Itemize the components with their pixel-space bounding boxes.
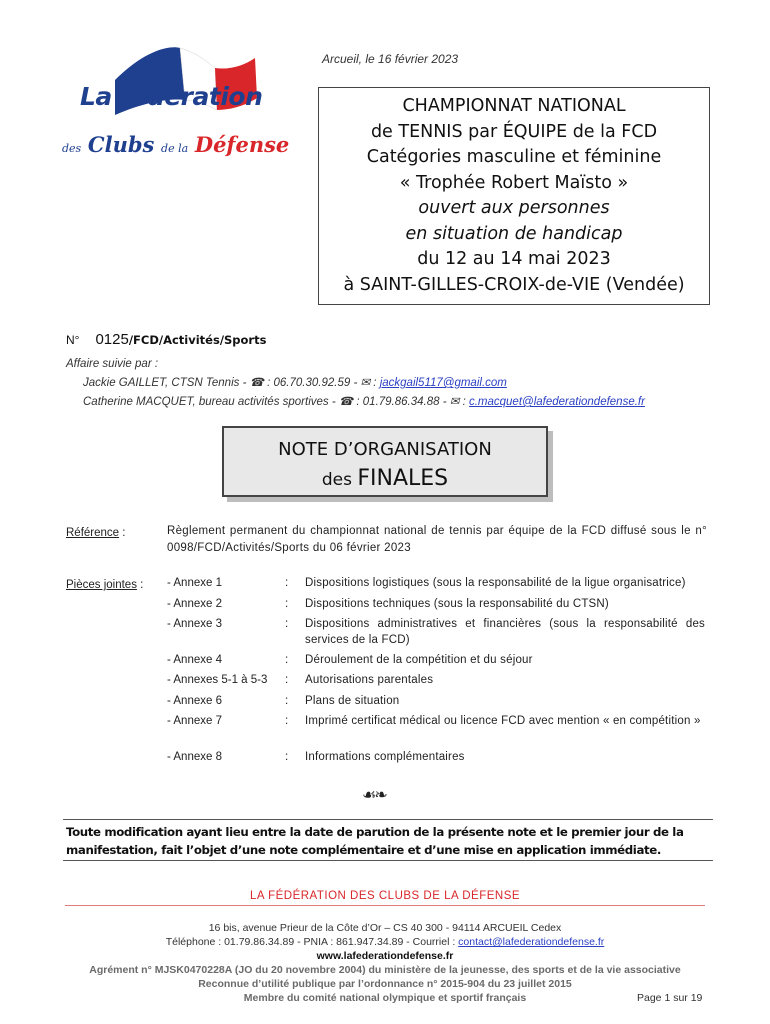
footer-website[interactable]: www.lafederationdefense.fr (316, 950, 454, 962)
footer-address: 16 bis, avenue Prieur de la Côte d’Or – CS 40 300 - 94114 ARCUEIL Cedex (208, 922, 562, 934)
federation-logo (55, 40, 290, 170)
contact-email-link[interactable]: jackgail5117@gmail.com (379, 377, 507, 389)
contact-line: Catherine MACQUET, bureau activités sportives - ☎ : 01.79.86.34.88 - ✉ : c.macquet@lafederationdefense.fr (83, 396, 645, 408)
title-line: « Trophée Robert Maïsto » (399, 172, 629, 193)
ornament-icon: ☙❧ (362, 787, 386, 804)
note-number-value: 0125 (95, 331, 129, 348)
footer-contact: Téléphone : 01.79.86.34.89 - PNIA : 861.947.34.89 - Courriel : contact@lafederationdefense.fr (165, 936, 605, 948)
footer-utilite: Reconnue d’utilité publique par l’ordonnance n° 2015-904 du 23 juillet 2015 (198, 978, 572, 990)
logo-subline: des Clubs de la Défense (62, 132, 290, 157)
championship-title-box (318, 87, 710, 305)
contact-line: Jackie GAILLET, CTSN Tennis - ☎ : 06.70.30.92.59 - ✉ : jackgail5117@gmail.com (83, 377, 507, 389)
attachments-label: Pièces jointes : (66, 579, 144, 591)
document-date: Arcueil, le 16 février 2023 (322, 52, 459, 66)
note-title-box (222, 426, 548, 497)
title-line: de TENNIS par ÉQUIPE de la FCD (370, 121, 658, 142)
footer-agrement: Agrément n° MJSK0470228A (JO du 20 novembre 2004) du ministère de la jeunesse, des sports et de la vie associative (89, 964, 681, 976)
note-number (66, 331, 266, 348)
page-number: Page 1 sur 19 (637, 992, 703, 1004)
footer-divider (65, 905, 705, 906)
title-line: Catégories masculine et féminine (366, 147, 662, 167)
reference-text: Règlement permanent du championnat national de tennis par équipe de la FCD diffusé sous le n° 0098/FCD/Activités/Sports du 06 février 2023 (167, 525, 707, 554)
note-number-label: N° (66, 333, 80, 347)
title-line: CHAMPIONNAT NATIONAL (402, 96, 626, 116)
reference-label: Référence : (66, 527, 126, 539)
note-title-line: des FINALES (321, 466, 449, 491)
note-title-line: NOTE D’ORGANISATION (278, 439, 492, 460)
modification-notice-text: Toute modification ayant lieu entre la date de parution de la présente note et le premier jour de la manifestation, fait l’objet d’une note complémentaire et d’une mise en application immédiate. (66, 825, 684, 857)
title-line: ouvert aux personnes (418, 198, 610, 218)
title-line: à SAINT-GILLES-CROIX-de-VIE (Vendée) (343, 274, 685, 295)
footer-organization: LA FÉDÉRATION DES CLUBS DE LA DÉFENSE (249, 890, 521, 902)
title-line: du 12 au 14 mai 2023 (417, 249, 611, 269)
contact-block (66, 355, 645, 412)
contact-email-link[interactable]: c.macquet@lafederationdefense.fr (468, 396, 645, 408)
modification-notice (63, 819, 713, 861)
title-line: en situation de handicap (405, 223, 623, 244)
contact-label: Affaire suivie par : (66, 358, 159, 370)
footer-email-link[interactable]: contact@lafederationdefense.fr (458, 936, 605, 948)
logo-wordmark: La fédération (80, 82, 263, 111)
note-number-path: /FCD/Activités/Sports (128, 333, 267, 347)
footer-membre: Membre du comité national olympique et sportif français (243, 992, 527, 1004)
